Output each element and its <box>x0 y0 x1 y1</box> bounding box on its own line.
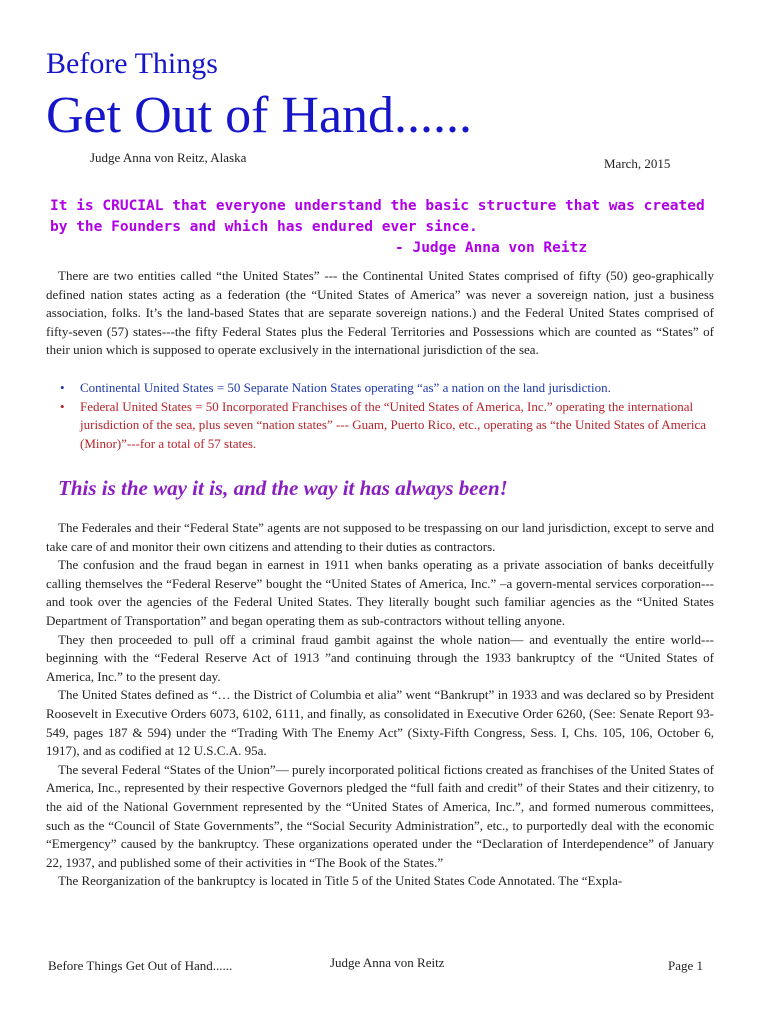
main-body <box>46 519 714 891</box>
quote-line-2: by the Founders and which has endured ever since. <box>50 219 478 235</box>
bullet-federal <box>60 398 720 454</box>
document-date: March, 2015 <box>604 156 671 171</box>
bullet-marker: • <box>60 380 65 395</box>
crucial-quote <box>50 196 730 259</box>
bullet-list <box>60 379 720 453</box>
bullet-marker: • <box>60 398 65 414</box>
body-paragraph: The Reorganization of the bankruptcy is located in Title 5 of the United States Code Annotated. The “Expla- <box>58 873 623 889</box>
quote-signature: - Judge Anna von Reitz <box>395 240 588 256</box>
emphasis-heading: This is the way it is, and the way it has always been! <box>58 476 508 500</box>
document-title-line-2: Get Out of Hand...... <box>46 87 473 144</box>
intro-paragraph: There are two entities called “the United States” --- the Continental United States comprised of fifty (50) geo-graphically defined nation states acting as a federation (the “United States of America” was never a sovereign nation, just a business association, folks. It’s the land-based States that are separate sovereign nations.) and the Federal United States comprised of fifty-seven (57) states---the fifty Federal States plus the Federal Territories and Possessions which are counted as “States” of their union which is supposed to operate exclusively in the international jurisdiction of the sea. <box>46 268 714 358</box>
body-paragraph: The Federales and their “Federal State” agents are not supposed to be trespassing on our land jurisdiction, except to serve and take care of and monitor their own citizens and attending to their duties as contractors. <box>46 520 714 554</box>
page-number: Page 1 <box>668 958 704 973</box>
intro-section <box>46 267 714 360</box>
body-paragraph: They then proceeded to pull off a criminal fraud gambit against the whole nation— and eventually the entire world--- beginning with the “Federal Reserve Act of 1913 ”and continuing through the 1933 bankruptcy of the “United States of America, Inc.” to the present day. <box>46 631 714 684</box>
body-paragraph: The several Federal “States of the Union”— purely incorporated political fictions created as franchises of the United States of America, Inc., represented by their respective Governors pledged the “full faith and credit” of their States and their citizenry, to the aid of the National Government represented by the “United States of America, Inc.”, and formed numerous committees, such as the “Council of State Governments”, the “Social Security Administration”, etc., to purportedly deal with the economic “Emergency” caused by the bankruptcy. These organizations operated under the “Declaration of Interdependence” of January 22, 1937, and published some of their activities in “The Book of the States.” <box>46 761 714 870</box>
bullet-continental <box>60 379 720 398</box>
quote-line-1: It is CRUCIAL that everyone understand the basic structure that was created <box>50 198 705 214</box>
bullet-text: Continental United States = 50 Separate Nation States operating “as” a nation on the land jurisdiction. <box>80 380 611 395</box>
bullet-text: Federal United States = 50 Incorporated Franchises of the “United States of America, Inc.” operating the international jurisdiction of the sea, plus seven “nation states” --- Guam, Puerto Rico, etc., operating as “the United States of America (Minor)”---for a total of 57 states. <box>80 398 706 451</box>
document-title-line-1: Before Things <box>46 47 218 80</box>
author-byline: Judge Anna von Reitz, Alaska <box>90 150 247 165</box>
footer-author: Judge Anna von Reitz <box>330 955 445 970</box>
footer-title: Before Things Get Out of Hand...... <box>48 958 233 973</box>
body-paragraph: The confusion and the fraud began in earnest in 1911 when banks operating as a private association of banks deceitfully calling themselves the “Federal Reserve” bought the “United States of America, Inc.” –a govern-mental services corporation---and took over the agencies of the Federal United States. They literally bought such familiar agencies as the “United States Department of Transportation” and began operating them as sub-contractors without telling anyone. <box>46 557 714 628</box>
body-paragraph: The United States defined as “… the District of Columbia et alia” went “Bankrupt” in 1933 and was declared so by President Roosevelt in Executive Orders 6073, 6102, 6111, and finally, as consolidated in Executive Order 6260, (See: Senate Report 93-549, pages 187 & 594) under the “Trading With The Enemy Act” (Sixty-Fifth Congress, Sess. I, Chs. 105, 106, October 6, 1917), and as codified at 12 U.S.C.A. 95a. <box>46 687 714 759</box>
